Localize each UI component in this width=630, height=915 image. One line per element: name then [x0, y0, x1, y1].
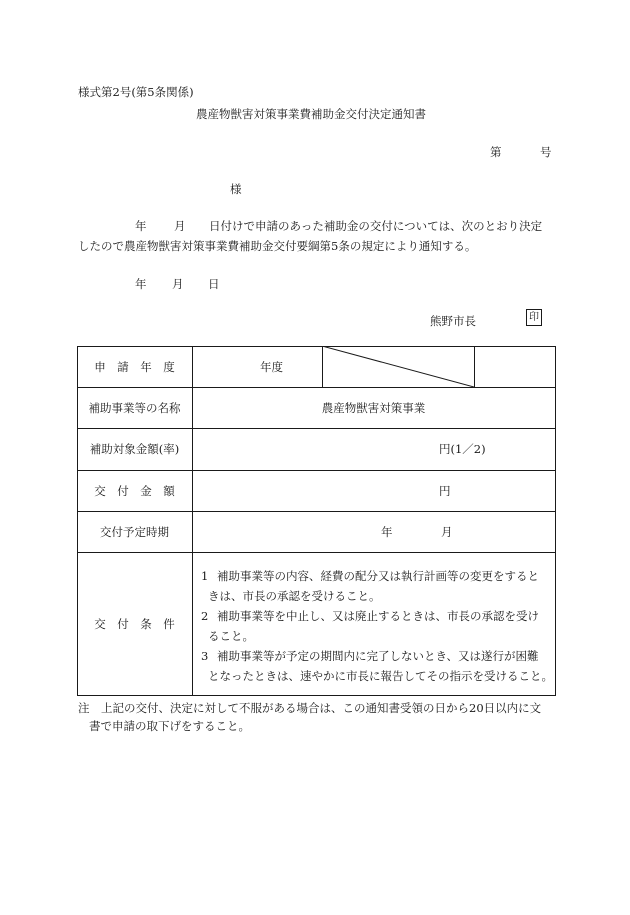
- list-item: [201, 566, 551, 606]
- conditions-list: [201, 566, 551, 686]
- issue-date-month: 月: [172, 277, 184, 291]
- table-border: [77, 695, 556, 696]
- table-border: [555, 346, 556, 696]
- seal-stamp: 印: [526, 309, 542, 326]
- schedule-year: 年: [381, 524, 393, 539]
- row-label-conditions: 交 付 条 件: [94, 616, 175, 631]
- issue-date-year: 年: [135, 277, 147, 291]
- issuer-name: 熊野市長: [430, 314, 476, 328]
- row-label-fiscal-year: 申 請 年 度: [94, 359, 175, 374]
- condition-text: 補助事業等が予定の期間内に完了しないとき、又は遂行が困難: [217, 649, 539, 663]
- condition-text: 補助事業等の内容、経費の配分又は執行計画等の変更をすると: [217, 569, 539, 583]
- decision-table: [77, 346, 556, 696]
- list-item: [201, 606, 551, 646]
- schedule-month: 月: [441, 524, 453, 539]
- project-name-value: 農産物獣害対策事業: [321, 400, 426, 415]
- list-item: [201, 646, 551, 686]
- footnote-continued: 書で申請の取下げをすること。: [89, 719, 250, 733]
- body-year: 年: [135, 219, 147, 233]
- footnote: 注 上記の交付、決定に対して不服がある場合は、この通知書受領の日から20日以内に文: [78, 701, 542, 715]
- fiscal-year-value: 年度: [260, 359, 283, 374]
- row-label-target-amount: 補助対象金額(率): [89, 442, 180, 456]
- body-month: 月: [174, 219, 186, 233]
- body-line2: したので農産物獣害対策事業費補助金交付要綱第5条の規定により通知する。: [78, 239, 477, 253]
- condition-number: 3: [201, 649, 209, 663]
- condition-text: となったときは、速やかに市長に報告してその指示を受けること。: [208, 669, 553, 683]
- document-title: 農産物獣害対策事業費補助金交付決定通知書: [196, 107, 426, 121]
- diagonal-strike: [322, 346, 474, 387]
- table-divider: [474, 346, 475, 387]
- document-number-go: 号: [540, 145, 552, 159]
- issue-date-day: 日: [208, 277, 220, 291]
- condition-text: きは、市長の承認を受けること。: [208, 589, 381, 603]
- grant-amount-value: 円: [439, 483, 451, 498]
- form-number: 様式第2号(第5条関係): [78, 85, 194, 99]
- target-amount-value: 円(1／2): [439, 442, 486, 456]
- addressee-suffix: 様: [230, 182, 242, 196]
- row-label-schedule: 交付予定時期: [100, 524, 169, 539]
- condition-number: 1: [201, 569, 209, 583]
- row-label-grant-amount: 交 付 金 額: [94, 483, 175, 498]
- row-label-project-name: 補助事業等の名称: [88, 400, 181, 415]
- condition-text: 補助事業等を中止し、又は廃止するときは、市長の承認を受け: [217, 609, 539, 623]
- condition-text: ること。: [208, 629, 254, 643]
- condition-number: 2: [201, 609, 209, 623]
- body-line1: 日付けで申請のあった補助金の交付については、次のとおり決定: [209, 219, 543, 233]
- document-number-dai: 第: [490, 145, 502, 159]
